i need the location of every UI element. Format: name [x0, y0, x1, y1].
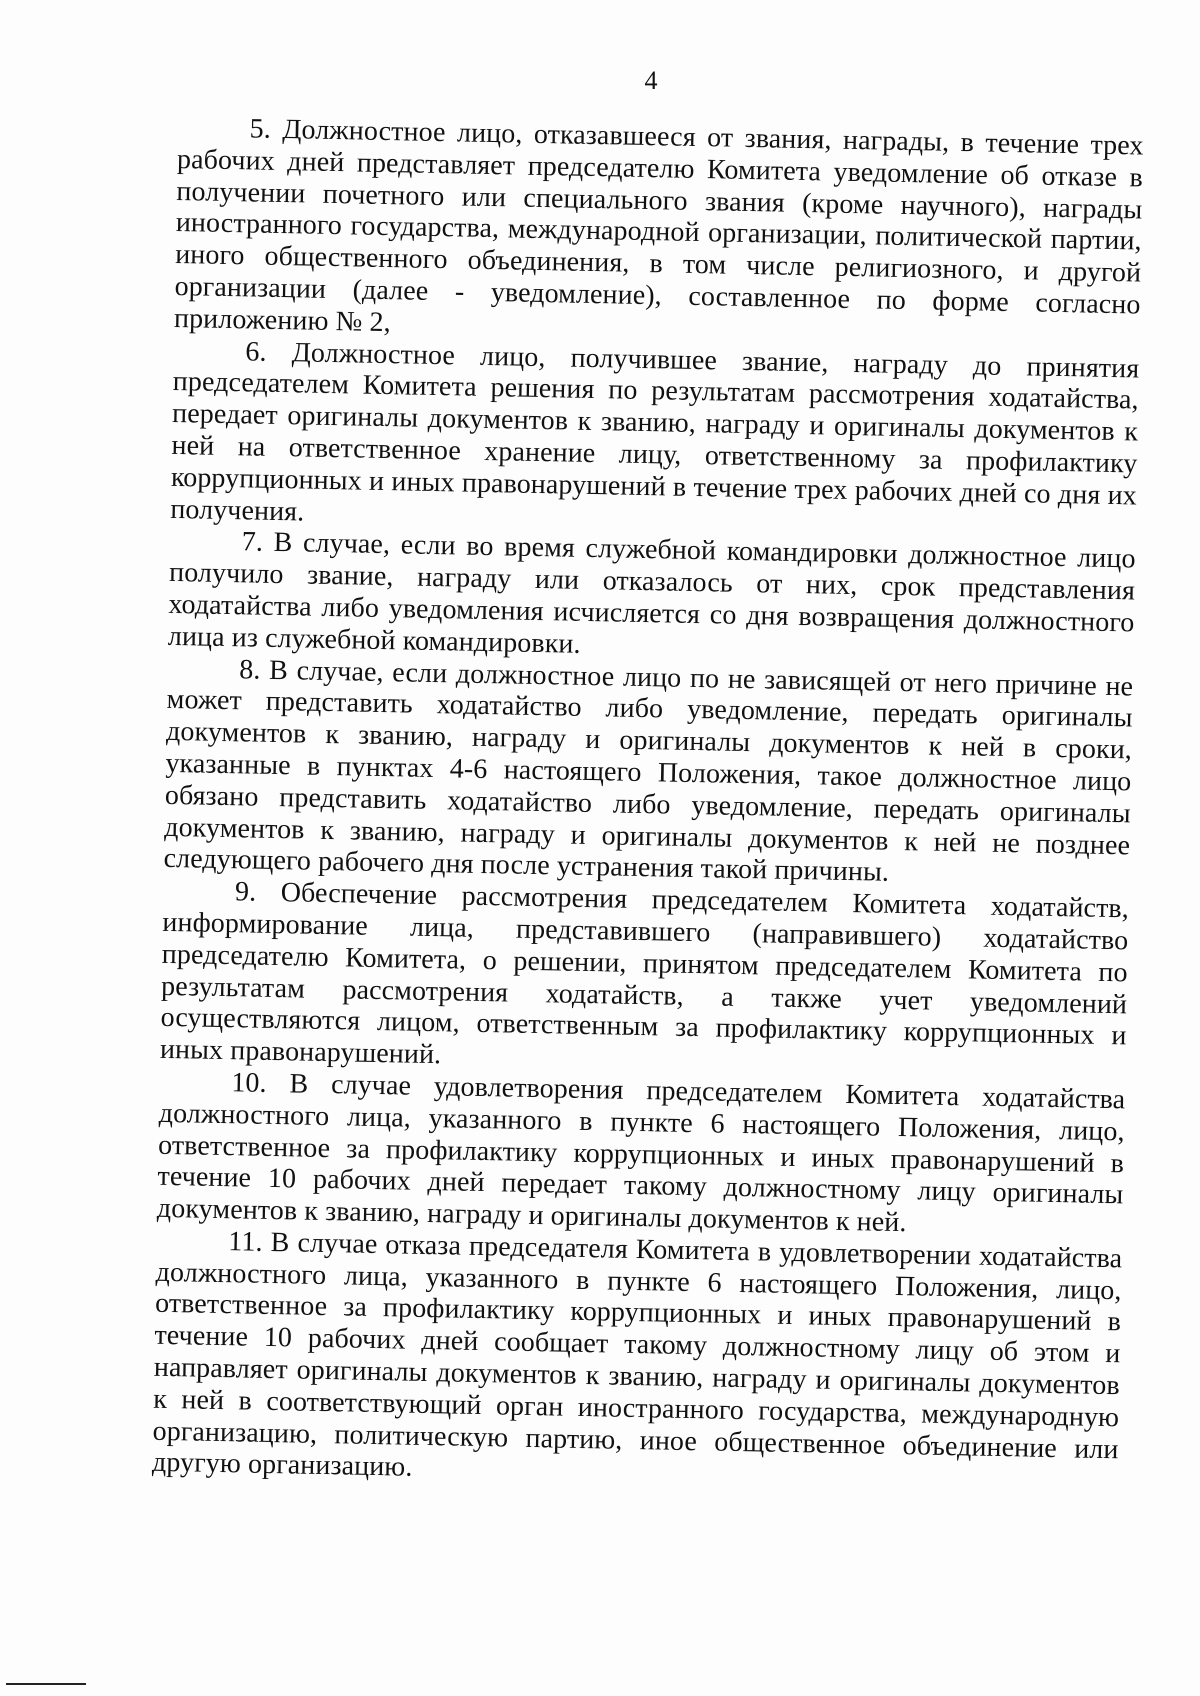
paragraph-6: 6. Должностное лицо, получившее звание, награду до принятия председателем Комитета решения по результатам рассмотрения ходатайства, передает оригиналы документов к званию, награду и оригиналы документов к ней на ответственное хранение лицу, ответственному за профилактику коррупционных и иных правонарушений в течение трех рабочих дней со дня их получения. — [170, 335, 1140, 528]
page-number: 4 — [644, 66, 658, 95]
paragraph-11: 11. В случае отказа председателя Комитета в удовлетворении ходатайства должностного лица, указанного в пункте 6 настоящего Положения, лицо, ответственное за профилактику коррупционных и иных правонарушений в течение 10 рабочих дней сообщает такому должностному лицу об этом и направляет оригиналы документов к званию, награду и оригиналы документов к ней в соответствующий орган иностранного государства, международную организацию, политическую партию, иное общественное объединение или другую организацию. — [151, 1226, 1123, 1484]
paragraph-7: 7. В случае, если во время служебной командировки должностное лицо получило звание, награду или отказалось от них, срок представления ходатайства либо уведомления исчисляется со дня возвращения должностного лица из служебной командировки. — [167, 526, 1136, 660]
paragraph-10: 10. В случае удовлетворения председателем Комитета ходатайства должностного лица, указанного в пункте 6 настоящего Положения, лицо, ответственное за профилактику коррупционных и иных правонарушений в течение 10 рабочих дней передает такому должностному лицу оригиналы документов к званию, награду и оригиналы документов к ней. — [156, 1067, 1126, 1239]
paragraph-8: 8. В случае, если должностное лицо по не зависящей от него причине не может представить ходатайство либо уведомление, передать оригиналы документов к званию, награду и оригиналы документов к ней в сроки, указанные в пунктах 4-6 настоящего Положения, такое должностное лицо обязано представить ходатайство либо уведомление, передать оригиналы документов к званию, награду и оригиналы документов к ней не позднее следующего рабочего дня после устранения такой причины. — [163, 653, 1134, 889]
paragraph-9: 9. Обеспечение рассмотрения председателем Комитета ходатайств, информирование лица, представившего (направившего) ходатайство председателю Комитета, о решении, принятом председателем Комитета по результатам рассмотрения ходатайств, а также учет уведомлений осуществляются лицом, ответственным за профилактику коррупционных и иных правонарушений. — [159, 876, 1130, 1071]
scan-edge-mark — [6, 1683, 86, 1685]
document-body — [152, 112, 1144, 1498]
paragraph-5: 5. Должностное лицо, отказавшееся от звания, награды, в течение трех рабочих дней представляет председателю Комитета уведомление об отказе в получении почетного или специального звания (кроме научного), награды иностранного государства, международной организации, политической партии, иного общественного объединения, в том числе религиозного, и другой организации (далее - уведомление), составленное по форме согласно приложению № 2, — [173, 113, 1144, 338]
